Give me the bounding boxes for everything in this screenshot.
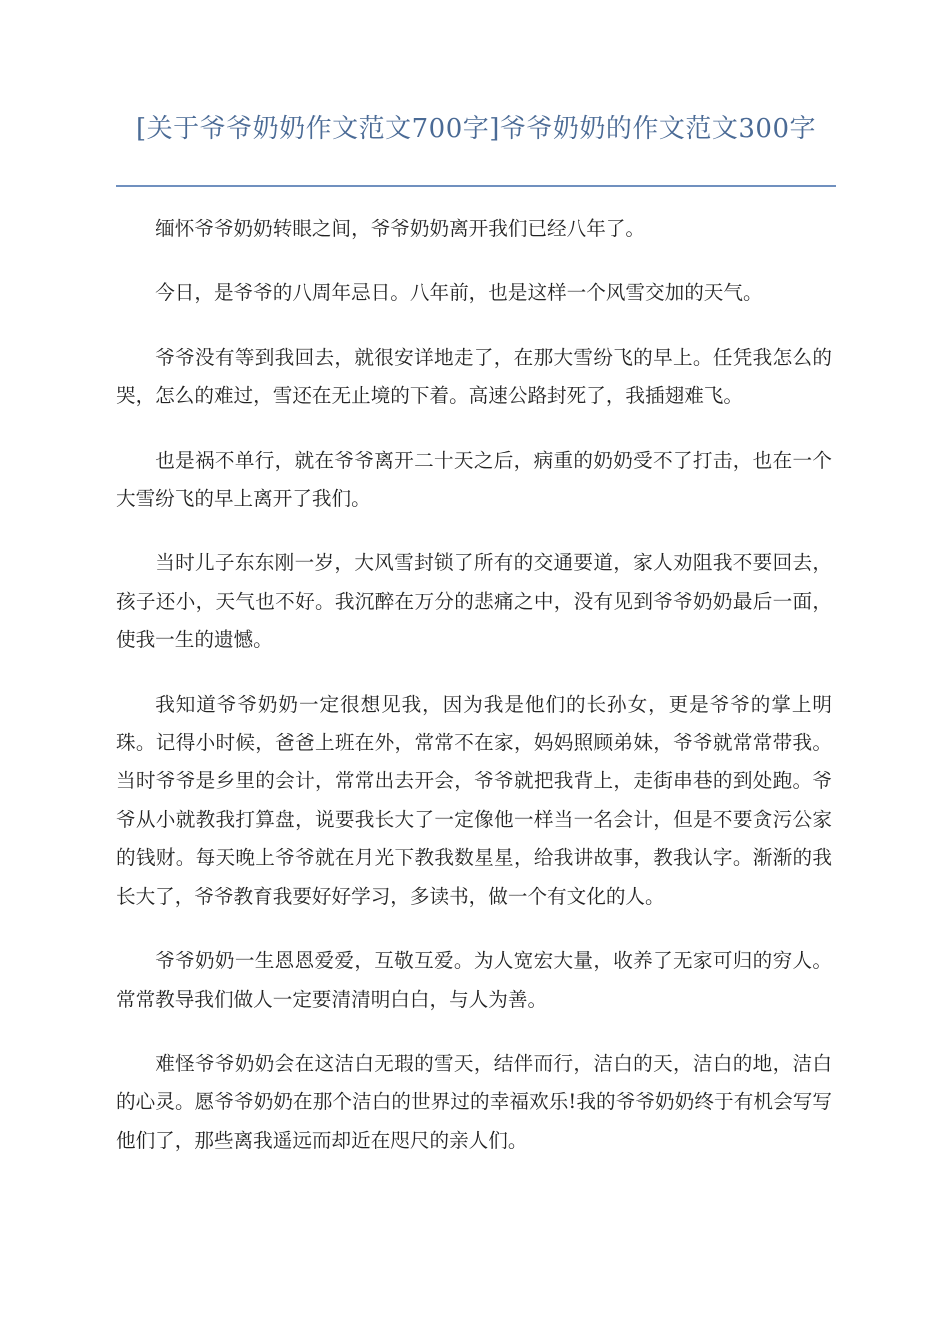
document-body — [116, 210, 832, 1186]
paragraph-5: 当时儿子东东刚一岁，大风雪封锁了所有的交通要道，家人劝阻我不要回去，孩子还小，天气也不好。我沉醉在万分的悲痛之中，没有见到爷爷奶奶最后一面，使我一生的遗憾。 — [116, 551, 832, 652]
paragraph-3: 爷爷没有等到我回去，就很安详地走了，在那大雪纷飞的早上。任凭我怎么的哭，怎么的难过，雪还在无止境的下着。高速公路封死了，我插翅难飞。 — [116, 345, 832, 408]
paragraph-7: 爷爷奶奶一生恩恩爱爱，互敬互爱。为人宽宏大量，收养了无家可归的穷人。常常教导我们做人一定要清清明白白，与人为善。 — [116, 949, 832, 1011]
document-title: [关于爷爷奶奶作文范文700字]爷爷奶奶的作文范文300字 — [135, 114, 817, 144]
paragraph-8: 难怪爷爷奶奶会在这洁白无瑕的雪天，结伴而行，洁白的天，洁白的地，洁白的心灵。愿爷爷奶奶在那个洁白的世界过的幸福欢乐!我的爷爷奶奶终于有机会写写他们了，那些离我遥远而却近在咫尺的亲人们。 — [116, 1051, 832, 1152]
paragraph-4: 也是祸不单行，就在爷爷离开二十天之后，病重的奶奶受不了打击，也在一个大雪纷飞的早上离开了我们。 — [116, 448, 832, 511]
paragraph-1: 缅怀爷爷奶奶转眼之间，爷爷奶奶离开我们已经八年了。 — [155, 217, 646, 240]
title-underline — [116, 185, 836, 187]
paragraph-6: 我知道爷爷奶奶一定很想见我，因为我是他们的长孙女，更是爷爷的掌上明珠。记得小时候，爸爸上班在外，常常不在家，妈妈照顾弟妹，爷爷就常常带我。当时爷爷是乡里的会计，常常出去开会，爷爷就把我背上，走街串巷的到处跑。爷爷从小就教我打算盘，说要我长大了一定像他一样当一名会计，但是不要贪污公家的钱财。每天晚上爷爷就在月光下教我数星星，给我讲故事，教我认字。渐渐的我长大了，爷爷教育我要好好学习，多读书，做一个有文化的人。 — [116, 692, 832, 908]
paragraph-2: 今日，是爷爷的八周年忌日。八年前，也是这样一个风雪交加的天气。 — [155, 281, 763, 305]
